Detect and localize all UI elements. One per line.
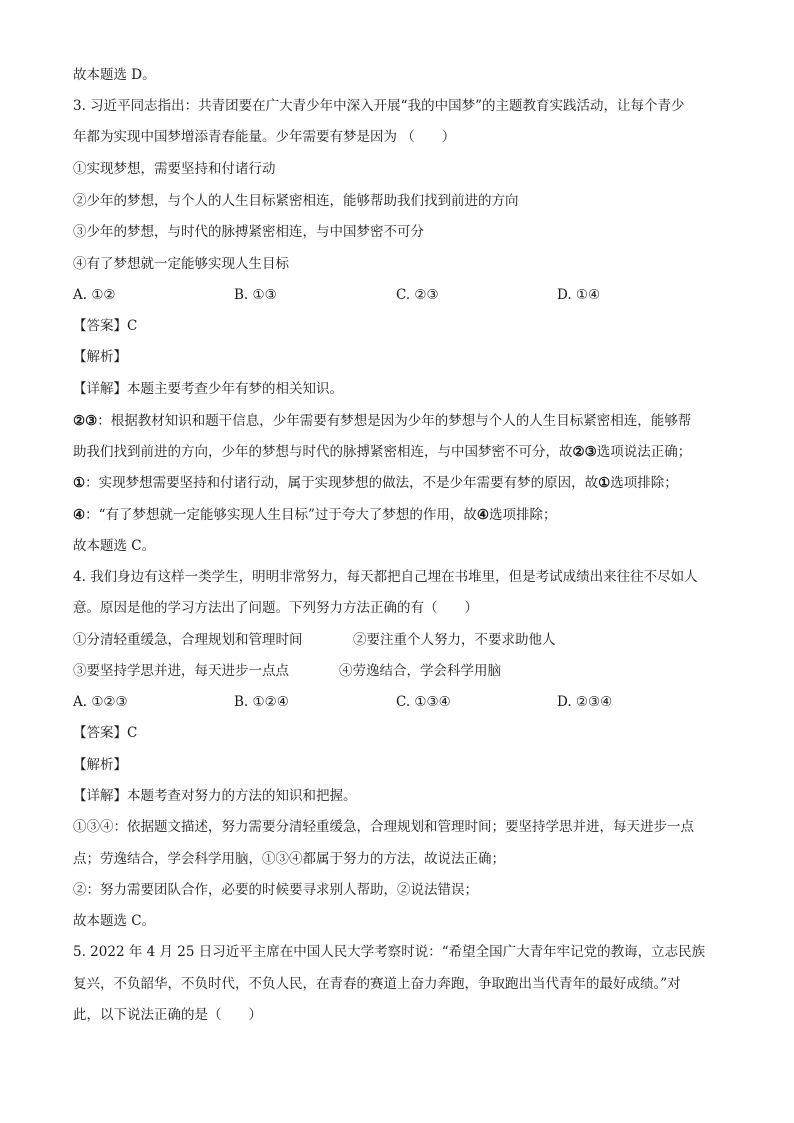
q4-statement-3: ③要坚持学思并进，每天进步一点点: [73, 663, 289, 679]
q3-explain-4-marker: ④: [73, 507, 86, 523]
q3-stem-line2: 年都为实现中国梦增添青春能量。少年需要有梦是因为 （ ）: [73, 129, 456, 145]
q4-option-d: D. ②③④: [557, 694, 613, 710]
q3-explain-line3: [73, 474, 723, 492]
q3-explain-1-text: ：根据教材知识和题干信息，少年需要有梦想是因为少年的梦想与个人的人生目标紧密相连，能够帮: [97, 413, 692, 429]
q3-statement-4: ④有了梦想就一定能够实现人生目标: [73, 256, 289, 272]
q3-option-a: A. ①②: [73, 287, 116, 303]
q3-answer: 【答案】C: [73, 318, 138, 334]
q5-stem-line3: 此，以下说法正确的是（ ）: [73, 1007, 262, 1023]
q3-explain-4-text: ：“有了梦想就一定能够实现人生目标”过于夸大了梦想的作用，故: [85, 507, 477, 523]
q3-statement-1: ①实现梦想，需要坚持和付诸行动: [73, 161, 276, 177]
q4-explain-line1: ①③④：依据题文描述，努力需要分清轻重缓急，合理规划和管理时间；要坚持学思并进，每天进步一点: [73, 819, 694, 835]
q3-explain-3-marker2: ①: [598, 475, 611, 491]
q3-explain-4-marker2: ④: [476, 507, 490, 523]
q3-option-b: B. ①③: [234, 287, 277, 303]
q4-statement-1: ①分清轻重缓急，合理规划和管理时间: [73, 632, 303, 648]
q4-answer: 【答案】C: [73, 725, 138, 741]
q4-detail: 【详解】本题考查对努力的方法的知识和把握。: [73, 788, 357, 804]
q4-stem-line2: 意。原因是他的学习方法出了问题。下列努力方法正确的有（ ）: [73, 600, 478, 616]
q4-stem-line1: 4. 我们身边有这样一类学生，明明非常努力，每天都把自己埋在书堆里，但是考试成绩出来往往不尽如人: [73, 569, 698, 585]
prev-conclusion: 故本题选 D。: [73, 67, 156, 83]
q5-stem-line1: 5. 2022 年 4 月 25 日习近平主席在中国人民大学考察时说：“希望全国广大青年牢记党的教诲，立志民族: [73, 944, 706, 960]
q4-option-c: C. ①③④: [396, 694, 451, 710]
q5-stem-line2: 复兴，不负韶华，不负时代，不负人民，在青春的赛道上奋力奔跑，争取跑出当代青年的最好成绩。”对: [73, 976, 681, 992]
q3-explain-3-marker: ①: [73, 475, 86, 491]
q3-explain-line1: [73, 412, 723, 430]
q3-explain-3-tail: 选项排除；: [610, 475, 678, 491]
q3-analysis-heading: 【解析】: [73, 349, 127, 365]
q4-explain-line3: ②：努力需要团队合作，必要的时候要寻求别人帮助，②说法错误；: [73, 882, 478, 898]
q3-explain-2-text: 助我们找到前进的方向，少年的梦想与时代的脉搏紧密相连，与中国梦密不可分，故: [73, 444, 573, 460]
q4-statement-4: ④劳逸结合，学会科学用脑: [339, 663, 501, 679]
q3-statement-3: ③少年的梦想，与时代的脉搏紧密相连，与中国梦密不可分: [73, 224, 424, 240]
q3-explain-line4: [73, 506, 723, 524]
q4-statement-2: ②要注重个人努力，不要求助他人: [353, 632, 556, 648]
q4-explain-line2: 点；劳逸结合，学会科学用脑，①③④都属于努力的方法，故说法正确；: [73, 851, 505, 867]
q3-explain-2-tail: 选项说法正确；: [596, 444, 692, 460]
q3-explain-4-tail: 选项排除；: [489, 507, 557, 523]
q3-conclusion: 故本题选 C。: [73, 538, 156, 554]
q4-option-a: A. ①②③: [73, 694, 128, 710]
q3-option-d: D. ①④: [557, 287, 601, 303]
q3-explain-2-marker: ②③: [572, 444, 597, 460]
q3-stem-line1: 3. 习近平同志指出：共青团要在广大青少年中深入开展“我的中国梦”的主题教育实践活动，让每个青少: [73, 98, 685, 114]
q3-explain-3-text: ：实现梦想需要坚持和付诸行动，属于实现梦想的做法，不是少年需要有梦的原因，故: [85, 475, 599, 491]
q3-detail: 【详解】本题主要考查少年有梦的相关知识。: [73, 381, 343, 397]
q3-statement-2: ②少年的梦想，与个人的人生目标紧密相连，能够帮助我们找到前进的方向: [73, 193, 519, 209]
q3-option-c: C. ②③: [396, 287, 439, 303]
q4-conclusion: 故本题选 C。: [73, 913, 156, 929]
q4-analysis-heading: 【解析】: [73, 757, 127, 773]
q3-explain-1-marker: ②③: [73, 413, 98, 429]
q4-option-b: B. ①②④: [234, 694, 289, 710]
q3-explain-line2: [73, 443, 723, 461]
